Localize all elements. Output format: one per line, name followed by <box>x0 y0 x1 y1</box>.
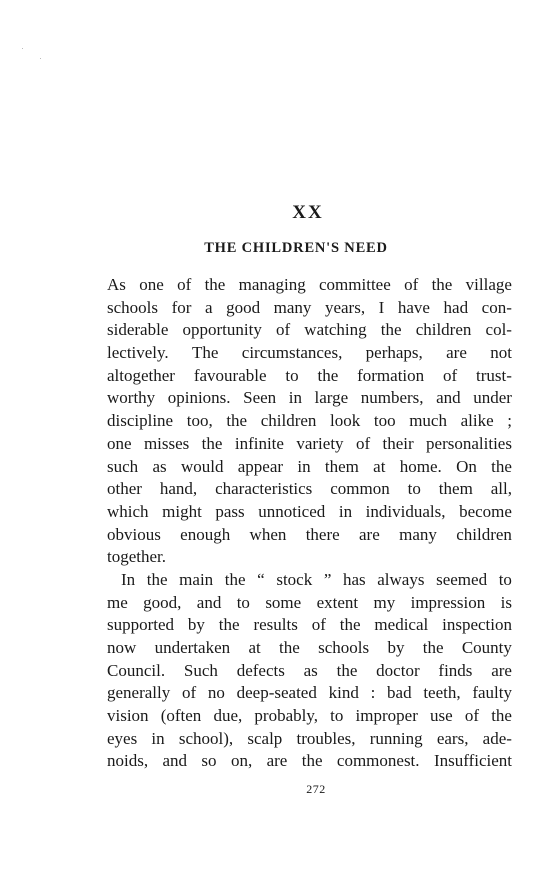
text-line <box>107 478 512 501</box>
word: main <box>179 569 214 589</box>
word: to <box>285 365 299 385</box>
word: generally <box>107 683 171 703</box>
word: medical <box>374 615 429 635</box>
chapter-number: XX <box>292 202 324 223</box>
word: characteristics <box>215 479 313 499</box>
word: In <box>121 569 136 589</box>
word: of <box>464 706 480 726</box>
body-text <box>107 274 512 773</box>
word: doctor <box>376 660 420 680</box>
word: altogether <box>107 365 175 385</box>
word: children <box>456 524 512 544</box>
word: bad <box>387 683 412 703</box>
text-line <box>107 524 512 547</box>
word: supported <box>107 615 175 635</box>
word: seemed <box>436 569 488 589</box>
word: use <box>430 706 453 726</box>
word: has <box>342 569 366 589</box>
word: discipline <box>107 411 174 431</box>
word: school), <box>178 728 234 748</box>
word: troubles, <box>296 728 356 748</box>
word: which <box>107 501 149 521</box>
text-line <box>107 592 512 615</box>
text-line <box>107 705 512 728</box>
word: and <box>162 751 188 771</box>
word: them <box>324 456 359 476</box>
word: col- <box>485 320 512 340</box>
text-line <box>107 569 512 592</box>
word: of <box>275 320 291 340</box>
word: the <box>317 365 339 385</box>
word: and <box>196 592 222 612</box>
word: pass <box>215 501 245 521</box>
word: are <box>359 524 380 544</box>
word: the <box>339 615 361 635</box>
word: managing <box>238 275 306 294</box>
word: them <box>438 479 473 499</box>
word: alike <box>460 411 494 431</box>
word: ears, <box>436 728 469 748</box>
word: committee <box>319 275 391 294</box>
text-line <box>107 660 512 683</box>
word: in <box>338 501 353 521</box>
word: con- <box>481 297 512 317</box>
word: The <box>192 343 219 363</box>
word: large <box>314 388 349 408</box>
word: the <box>380 320 402 340</box>
word: in <box>288 388 302 408</box>
word: home. <box>399 456 442 476</box>
word: deep-seated <box>236 683 317 703</box>
word: teeth, <box>423 683 461 703</box>
word: variety <box>296 433 344 453</box>
word: numbers, <box>360 388 424 408</box>
word: at <box>373 456 386 476</box>
word: common <box>330 479 390 499</box>
page-number: 272 <box>306 782 326 796</box>
word: County <box>461 638 512 657</box>
word: faulty <box>472 683 512 703</box>
word: years, <box>324 297 366 317</box>
word: not <box>490 343 512 363</box>
word: personalities <box>426 433 512 453</box>
word: schools <box>318 638 370 657</box>
word: the <box>224 569 246 589</box>
word: for <box>171 297 192 317</box>
word: circumstances, <box>241 343 343 363</box>
paper-speck <box>22 48 23 49</box>
word: such <box>107 456 139 476</box>
text-line: together. <box>107 547 167 567</box>
word: are <box>491 660 512 680</box>
word: inspection <box>442 615 512 635</box>
word: unnoticed <box>258 501 326 521</box>
text-line <box>107 365 512 388</box>
word: in <box>151 728 165 748</box>
word: Seen <box>243 388 277 408</box>
word: opportunity <box>182 320 262 340</box>
word: commonest. <box>336 751 420 771</box>
word: me <box>107 592 128 612</box>
word: many <box>273 297 312 317</box>
word: due, <box>213 706 243 726</box>
word: of <box>181 683 197 703</box>
word: scalp <box>247 728 283 748</box>
word: results <box>253 615 298 635</box>
word: running <box>369 728 423 748</box>
word: worthy <box>107 388 156 408</box>
word: now <box>107 638 137 657</box>
word: good, <box>143 592 182 612</box>
text-line <box>107 682 512 705</box>
text-line <box>107 342 512 365</box>
word: undertaken <box>154 638 231 657</box>
word: by <box>387 638 405 657</box>
word: so <box>201 751 217 771</box>
word: watching <box>304 320 367 340</box>
word: as <box>303 660 318 680</box>
word: : <box>370 683 376 703</box>
word: hand, <box>159 479 198 499</box>
word: ” <box>323 569 332 589</box>
word: might <box>162 501 202 521</box>
word: ade- <box>482 728 512 748</box>
text-line <box>107 274 512 297</box>
word: my <box>373 592 396 612</box>
text-line <box>107 387 512 410</box>
word: noids, <box>107 751 149 771</box>
word: look <box>330 411 361 431</box>
word: appear <box>237 456 284 476</box>
word: As <box>107 275 126 294</box>
word: too <box>373 411 396 431</box>
word: favourable <box>193 365 267 385</box>
word: in <box>297 456 311 476</box>
word: On <box>456 456 477 476</box>
word: children <box>415 320 472 340</box>
text-line <box>107 728 512 751</box>
word: misses <box>143 433 190 453</box>
word: individuals, <box>365 501 446 521</box>
word: are <box>446 343 467 363</box>
word: much <box>409 411 447 431</box>
word: trust- <box>476 365 512 385</box>
word: other <box>107 479 142 499</box>
word: impression <box>410 592 486 612</box>
word: as <box>152 456 167 476</box>
word: would <box>180 456 224 476</box>
word: of <box>177 275 192 294</box>
word: of <box>404 275 419 294</box>
word: to <box>330 706 344 726</box>
word: some <box>265 592 302 612</box>
word: the <box>201 433 223 453</box>
text-line <box>107 637 512 660</box>
word: good <box>226 297 261 317</box>
word: of <box>355 433 371 453</box>
word: eyes <box>107 728 138 748</box>
word: is <box>500 592 512 612</box>
word: (often <box>160 706 202 726</box>
word: many <box>399 524 437 544</box>
text-line <box>107 501 512 524</box>
word: and <box>436 388 461 408</box>
text-line <box>107 410 512 433</box>
word: become <box>459 501 512 521</box>
word: formation <box>357 365 425 385</box>
text-line <box>107 614 512 637</box>
word: “ <box>257 569 265 589</box>
word: the <box>226 411 248 431</box>
word: the <box>204 275 226 294</box>
word: improper <box>355 706 418 726</box>
text-line <box>107 456 512 479</box>
word: finds <box>438 660 473 680</box>
word: on, <box>230 751 253 771</box>
word: Council. <box>107 660 166 680</box>
word: always <box>377 569 425 589</box>
word: have <box>397 297 430 317</box>
word: the <box>218 615 240 635</box>
word: under <box>473 388 512 408</box>
word: the <box>491 706 512 726</box>
word: extent <box>316 592 359 612</box>
word: when <box>249 524 287 544</box>
word: the <box>146 569 168 589</box>
text-line <box>107 750 512 773</box>
word: schools <box>107 297 158 317</box>
word: kind <box>328 683 359 703</box>
word: all, <box>490 479 512 499</box>
word: Insufficient <box>433 751 512 771</box>
word: the <box>279 638 300 657</box>
word: obvious <box>107 524 161 544</box>
paper-speck <box>40 58 41 59</box>
word: defects <box>236 660 285 680</box>
word: Such <box>183 660 218 680</box>
word: one <box>107 433 132 453</box>
word: opinions. <box>167 388 231 408</box>
word: the <box>336 660 358 680</box>
word: stock <box>276 569 313 589</box>
word: probably, <box>254 706 318 726</box>
chapter-title: THE CHILDREN'S NEED <box>204 240 388 256</box>
word: children <box>260 411 317 431</box>
word: to <box>498 569 512 589</box>
word: are <box>266 751 288 771</box>
word: too, <box>186 411 213 431</box>
word: siderable <box>107 320 169 340</box>
word: perhaps, <box>365 343 423 363</box>
word: the <box>422 638 444 657</box>
word: to <box>407 479 421 499</box>
word: had <box>443 297 469 317</box>
word: one <box>139 275 164 294</box>
word: of <box>443 365 458 385</box>
word: I <box>378 297 385 317</box>
word: ; <box>507 411 512 431</box>
text-line <box>107 433 512 456</box>
word: by <box>187 615 205 635</box>
word: there <box>305 524 340 544</box>
word: the <box>491 456 512 476</box>
word: of <box>311 615 326 635</box>
word: vision <box>107 706 149 726</box>
word: infinite <box>234 433 284 453</box>
word: the <box>301 751 323 771</box>
word: enough <box>180 524 231 544</box>
word: no <box>207 683 225 703</box>
text-line <box>107 297 512 320</box>
word: a <box>204 297 213 317</box>
text-line <box>107 319 512 342</box>
word: to <box>236 592 250 612</box>
word: the <box>431 275 453 294</box>
word: village <box>465 275 512 294</box>
word: their <box>382 433 414 453</box>
word: at <box>248 638 261 657</box>
word: lectively. <box>107 343 169 363</box>
